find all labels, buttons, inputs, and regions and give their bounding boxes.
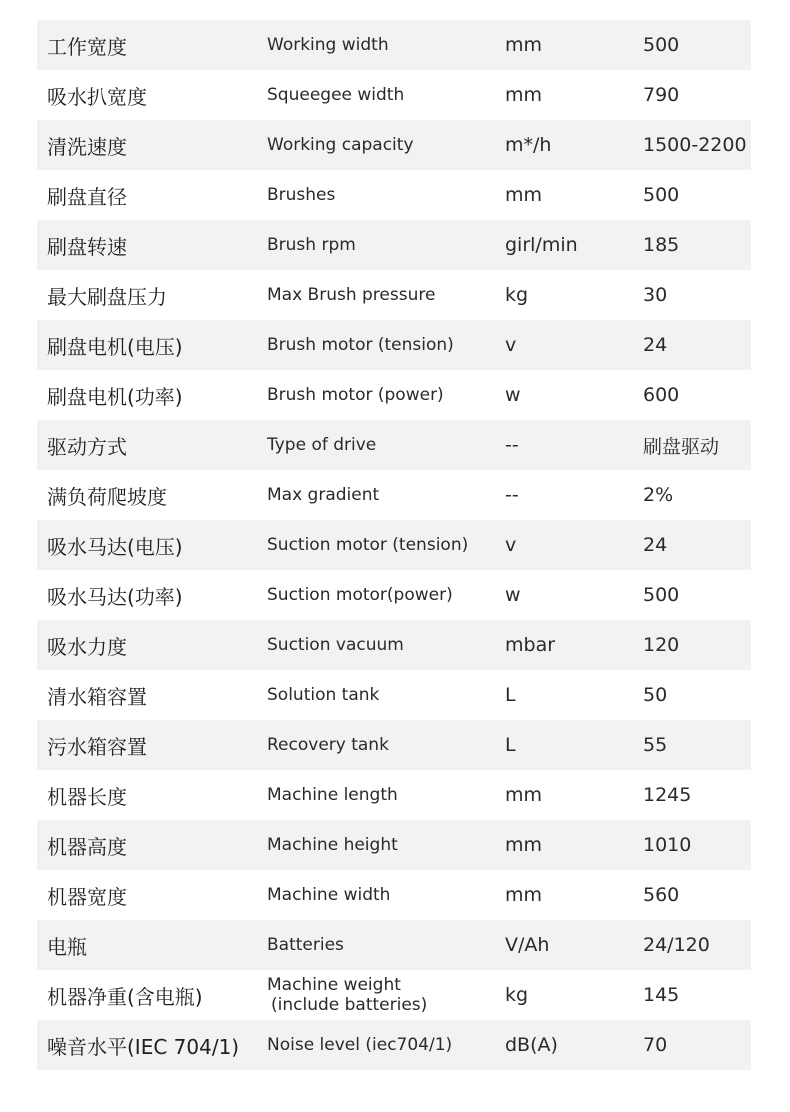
spec-value: 1500-2200: [643, 120, 751, 170]
spec-value: 185: [643, 220, 751, 270]
spec-name-cn: 吸水扒宽度: [37, 70, 267, 120]
spec-unit: mm: [505, 20, 643, 70]
table-row: [37, 770, 751, 820]
spec-name-cn: 刷盘电机(功率): [37, 370, 267, 420]
table-row: [37, 370, 751, 420]
spec-name-en: Solution tank: [267, 670, 505, 720]
spec-name-en-line1: Machine weight: [267, 975, 401, 995]
spec-name-en-line2: (include batteries): [271, 995, 428, 1015]
spec-name-cn: 机器净重(含电瓶): [37, 970, 267, 1020]
spec-name-cn: 最大刷盘压力: [37, 270, 267, 320]
spec-value: 1245: [643, 770, 751, 820]
spec-unit: --: [505, 420, 643, 470]
spec-name-en: Suction vacuum: [267, 620, 505, 670]
spec-value: 30: [643, 270, 751, 320]
spec-value: 790: [643, 70, 751, 120]
table-row: [37, 120, 751, 170]
spec-name-en: Brush rpm: [267, 220, 505, 270]
table-row: [37, 20, 751, 70]
spec-name-cn: 驱动方式: [37, 420, 267, 470]
spec-value: 500: [643, 170, 751, 220]
table-row: [37, 220, 751, 270]
spec-value: 50: [643, 670, 751, 720]
table-row: [37, 720, 751, 770]
spec-unit: girl/min: [505, 220, 643, 270]
table-row: [37, 620, 751, 670]
spec-unit: mm: [505, 820, 643, 870]
spec-value: 24/120: [643, 920, 751, 970]
table-row: [37, 920, 751, 970]
spec-unit: --: [505, 470, 643, 520]
spec-value: 24: [643, 320, 751, 370]
spec-name-en: Working width: [267, 20, 505, 70]
spec-value: 2%: [643, 470, 751, 520]
table-row: [37, 520, 751, 570]
spec-name-cn: 刷盘直径: [37, 170, 267, 220]
spec-name-en: Noise level (iec704/1): [267, 1020, 505, 1070]
spec-value: 560: [643, 870, 751, 920]
spec-name-en: Brushes: [267, 170, 505, 220]
table-row: [37, 570, 751, 620]
spec-value: 刷盘驱动: [643, 420, 751, 470]
spec-name-cn: 清水箱容置: [37, 670, 267, 720]
spec-unit: v: [505, 520, 643, 570]
spec-unit: mm: [505, 770, 643, 820]
spec-name-cn: 吸水力度: [37, 620, 267, 670]
spec-name-cn: 机器长度: [37, 770, 267, 820]
spec-value: 55: [643, 720, 751, 770]
spec-unit: v: [505, 320, 643, 370]
spec-table: [37, 20, 751, 1070]
spec-name-cn: 噪音水平(IEC 704/1): [37, 1020, 267, 1070]
spec-name-en: Recovery tank: [267, 720, 505, 770]
spec-name-cn: 满负荷爬坡度: [37, 470, 267, 520]
spec-unit: mbar: [505, 620, 643, 670]
spec-name-en: Suction motor (tension): [267, 520, 505, 570]
table-row: [37, 320, 751, 370]
spec-value: 24: [643, 520, 751, 570]
spec-unit: mm: [505, 870, 643, 920]
table-row: [37, 870, 751, 920]
spec-value: 120: [643, 620, 751, 670]
spec-name-en: Max Brush pressure: [267, 270, 505, 320]
spec-name-cn: 电瓶: [37, 920, 267, 970]
table-row: [37, 1020, 751, 1070]
spec-unit: mm: [505, 170, 643, 220]
table-row: [37, 670, 751, 720]
table-row: [37, 470, 751, 520]
spec-value: 145: [643, 970, 751, 1020]
spec-name-en: Brush motor (power): [267, 370, 505, 420]
table-row: [37, 970, 751, 1020]
spec-unit: w: [505, 370, 643, 420]
spec-name-en: Brush motor (tension): [267, 320, 505, 370]
table-row: [37, 170, 751, 220]
spec-name-en: Type of drive: [267, 420, 505, 470]
spec-value: 1010: [643, 820, 751, 870]
spec-unit: L: [505, 670, 643, 720]
spec-name-en: Suction motor(power): [267, 570, 505, 620]
spec-unit: V/Ah: [505, 920, 643, 970]
spec-name-cn: 吸水马达(电压): [37, 520, 267, 570]
spec-unit: dB(A): [505, 1020, 643, 1070]
spec-value: 500: [643, 570, 751, 620]
table-row: [37, 270, 751, 320]
table-row: [37, 820, 751, 870]
spec-name-cn: 机器宽度: [37, 870, 267, 920]
table-row: [37, 420, 751, 470]
spec-name-cn: 吸水马达(功率): [37, 570, 267, 620]
spec-name-cn: 机器高度: [37, 820, 267, 870]
spec-name-cn: 污水箱容置: [37, 720, 267, 770]
spec-value: 70: [643, 1020, 751, 1070]
spec-unit: kg: [505, 970, 643, 1020]
table-row: [37, 70, 751, 120]
spec-name-en: Batteries: [267, 920, 505, 970]
spec-name-en: Machine width: [267, 870, 505, 920]
spec-value: 500: [643, 20, 751, 70]
spec-name-en: Squeegee width: [267, 70, 505, 120]
spec-unit: w: [505, 570, 643, 620]
spec-name-cn: 刷盘电机(电压): [37, 320, 267, 370]
spec-unit: kg: [505, 270, 643, 320]
spec-unit: mm: [505, 70, 643, 120]
spec-table-body: [37, 20, 751, 1070]
spec-unit: m*/h: [505, 120, 643, 170]
spec-name-en: Working capacity: [267, 120, 505, 170]
spec-name-cn: 清洗速度: [37, 120, 267, 170]
spec-name-cn: 刷盘转速: [37, 220, 267, 270]
spec-unit: L: [505, 720, 643, 770]
spec-name-en: Machine height: [267, 820, 505, 870]
spec-name-en: Max gradient: [267, 470, 505, 520]
spec-value: 600: [643, 370, 751, 420]
spec-name-cn: 工作宽度: [37, 20, 267, 70]
spec-name-en: Machine length: [267, 770, 505, 820]
spec-name-en: [267, 970, 505, 1020]
